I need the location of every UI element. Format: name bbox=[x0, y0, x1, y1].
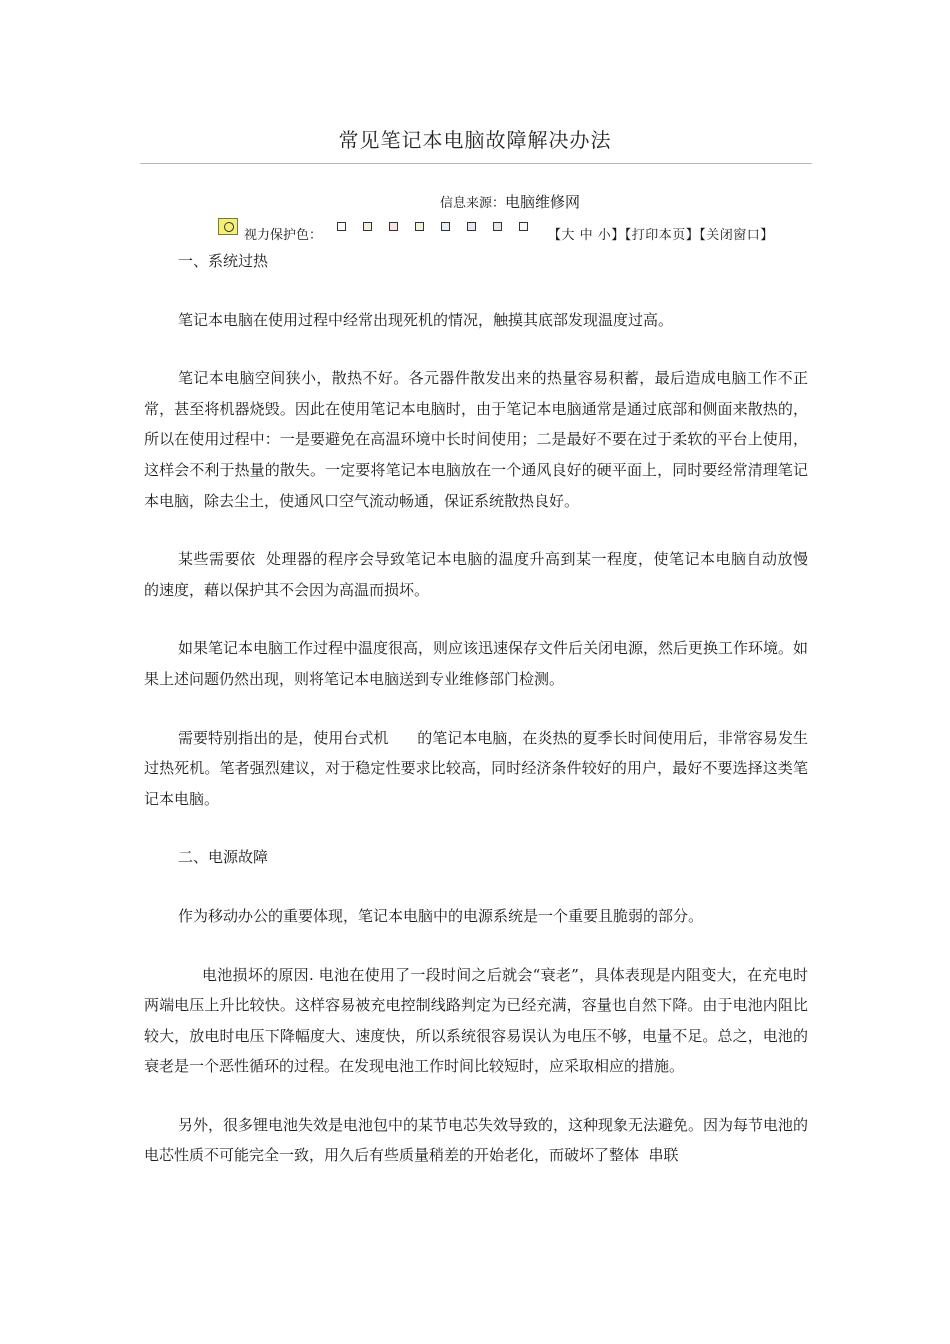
paragraph: 需要特别指出的是，使用台式机 的笔记本电脑，在炎热的夏季长时间使用后，非常容易发生过热死机。笔者强烈建议，对于稳定性要求比较高，同时经济条件较好的用户，最好不要选择这类笔记本电脑。 bbox=[144, 728, 808, 808]
toolbar-links bbox=[548, 224, 774, 243]
color-swatch-4[interactable] bbox=[415, 222, 424, 231]
title-divider bbox=[140, 163, 812, 164]
source-line bbox=[440, 191, 580, 212]
paragraph: 笔记本电脑空间狭小，散热不好。各元器件散发出来的热量容易积蓄，最后造成电脑工作不正常，甚至将机器烧毁。因此在使用笔记本电脑时，由于笔记本电脑通常是通过底部和侧面来散热的，所以在使用过程中：一是要避免在高温环境中长时间使用；二是最好不要在过于柔软的平台上使用，这样会不利于热量的散失。一定要将笔记本电脑放在一个通风良好的硬平面上，同时要经常清理笔记本电脑，除去尘土，使通风口空气流动畅通，保证系统散热良好。 bbox=[144, 369, 808, 510]
eye-protection-label: 视力保护色： bbox=[244, 228, 323, 243]
color-swatch-2[interactable] bbox=[363, 222, 372, 231]
paragraph: 笔记本电脑在使用过程中经常出现死机的情况，触摸其底部发现温度过高。 bbox=[178, 310, 674, 329]
article-body bbox=[144, 246, 837, 1171]
color-swatch-6[interactable] bbox=[467, 222, 476, 231]
reading-toolbar bbox=[218, 218, 818, 242]
page-title: 常见笔记本电脑故障解决办法 bbox=[338, 128, 612, 152]
section-heading-overheat: 一、系统过热 bbox=[178, 252, 269, 270]
paragraph: 电池损坏的原因. 电池在使用了一段时间之后就会“衰老”，具体表现是内阻变大，在充电时两端电压上升比较快。这样容易被充电控制线路判定为已经充满，容量也自然下降。由于电池内阻比较大，放电时电压下降幅度大、速度快，所以系统很容易误认为电压不够，电量不足。总之，电池的衰老是一个恶性循环的过程。在发现电池工作时间比较短时，应采取相应的措施。 bbox=[144, 965, 808, 1076]
color-swatch-7[interactable] bbox=[493, 222, 502, 231]
source-value: 电脑维修网 bbox=[505, 193, 581, 211]
paragraph: 如果笔记本电脑工作过程中温度很高，则应该迅速保存文件后关闭电源，然后更换工作环境。如果上述问题仍然出现，则将笔记本电脑送到专业维修部门检测。 bbox=[144, 639, 809, 688]
color-swatch-1[interactable] bbox=[337, 222, 346, 231]
section-heading-power: 二、电源故障 bbox=[178, 848, 269, 867]
paragraph: 作为移动办公的重要体现，笔记本电脑中的电源系统是一个重要且脆弱的部分。 bbox=[178, 906, 704, 925]
color-swatch-3[interactable] bbox=[389, 222, 398, 231]
source-label: 信息来源： bbox=[440, 196, 506, 211]
font-size-links[interactable]: 【大 中 小】 bbox=[548, 228, 625, 243]
paragraph: 某些需要依 处理器的程序会导致笔记本电脑的温度升高到某一程度，使笔记本电脑自动放慢 的速度，藉以保护其不会因为高温而损坏。 bbox=[144, 550, 837, 599]
eye-protection-icon bbox=[218, 218, 238, 235]
close-window-link[interactable]: 【关闭窗口】 bbox=[699, 228, 774, 243]
color-swatch-8[interactable] bbox=[519, 222, 528, 231]
print-page-link[interactable]: 【打印本页】 bbox=[624, 228, 700, 243]
color-swatch-5[interactable] bbox=[441, 222, 450, 231]
paragraph: 另外，很多锂电池失效是电池包中的某节电芯失效导致的，这种现象无法避免。因为每节电池的电芯性质不可能完全一致，用久后有些质量稍差的开始老化，而破坏了整体 串联 bbox=[144, 1115, 809, 1165]
